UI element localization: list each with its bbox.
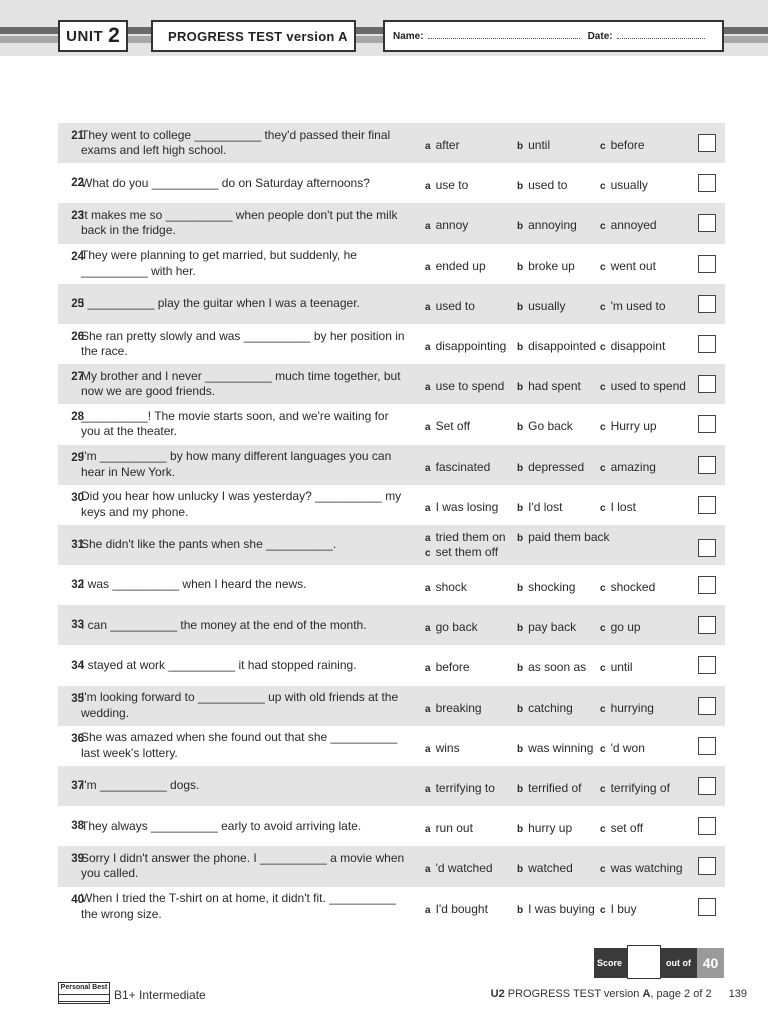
- question-row: [58, 284, 725, 324]
- option-a-text: wins: [435, 740, 460, 755]
- option-b[interactable]: [517, 500, 562, 514]
- answer-box[interactable]: [698, 496, 716, 514]
- option-b[interactable]: [517, 218, 577, 232]
- option-a-text: I was losing: [435, 499, 499, 514]
- option-b-text: Go back: [528, 419, 573, 434]
- option-letter: a: [425, 221, 431, 233]
- question-row: [58, 123, 725, 163]
- option-letter: b: [517, 301, 524, 313]
- question-text: I'm looking forward to __________ up with old friends at the wedding.: [81, 690, 399, 720]
- option-b[interactable]: [517, 781, 581, 795]
- option-a-text: shock: [435, 580, 467, 595]
- option-letter: c: [600, 462, 606, 474]
- option-letter: c: [600, 502, 606, 514]
- option-a-text: ended up: [435, 258, 486, 273]
- option-c-text: 'd won: [610, 740, 645, 755]
- option-letter: b: [517, 743, 524, 755]
- option-letter: b: [517, 181, 524, 193]
- option-a[interactable]: [425, 781, 495, 795]
- option-b-text: was winning: [528, 740, 594, 755]
- question-list: [58, 123, 725, 927]
- option-b-text: pay back: [528, 620, 577, 635]
- footer-page-info: [491, 988, 747, 1000]
- question-row: [58, 404, 725, 444]
- option-a[interactable]: [425, 299, 475, 313]
- option-a-text: run out: [435, 821, 473, 836]
- answer-box[interactable]: [698, 616, 716, 634]
- option-letter: a: [425, 301, 431, 313]
- option-letter: a: [425, 181, 431, 193]
- option-c[interactable]: [600, 460, 656, 474]
- option-b-text: hurry up: [528, 821, 573, 836]
- question-number: 32: [71, 579, 84, 592]
- option-letter: a: [425, 824, 431, 836]
- option-letter: c: [600, 904, 606, 916]
- option-letter: b: [517, 583, 524, 595]
- page-number: 139: [728, 988, 747, 1000]
- question-number: 30: [71, 491, 84, 504]
- question-text: __________! The movie starts soon, and we're waiting for you at the theater.: [81, 408, 389, 439]
- option-c[interactable]: [600, 500, 636, 514]
- option-letter: b: [517, 703, 524, 715]
- option-b-text: until: [528, 138, 551, 152]
- option-b[interactable]: [517, 861, 573, 875]
- score-box[interactable]: [627, 945, 661, 979]
- question-number: 36: [71, 732, 84, 745]
- option-letter: a: [425, 583, 431, 595]
- option-letter: a: [425, 703, 431, 715]
- question-row: [58, 726, 725, 766]
- option-b[interactable]: [517, 660, 586, 674]
- question-number: 31: [71, 538, 84, 551]
- option-a[interactable]: [425, 460, 490, 474]
- question-row: [58, 203, 725, 243]
- option-b[interactable]: [517, 620, 576, 634]
- option-b[interactable]: [517, 701, 573, 715]
- option-a-text: used to: [435, 298, 475, 313]
- option-a-text: after: [435, 138, 460, 152]
- question-row: [58, 485, 725, 525]
- option-b[interactable]: [517, 419, 573, 433]
- answer-box[interactable]: [698, 737, 716, 755]
- option-c-text: 'm used to: [610, 298, 666, 313]
- question-text: I stayed at work __________ it had stopped raining.: [81, 657, 357, 672]
- answer-box[interactable]: [698, 255, 716, 273]
- question-number: 26: [71, 330, 84, 343]
- option-letter: a: [425, 864, 431, 876]
- question-text: It makes me so __________ when people don't put the milk back in the fridge.: [81, 207, 398, 238]
- option-b-text: annoying: [528, 218, 577, 233]
- option-b-text: I was buying: [528, 901, 595, 916]
- option-letter: b: [517, 261, 524, 273]
- option-letter: b: [517, 663, 524, 675]
- question-text: I was __________ when I heard the news.: [81, 577, 307, 592]
- option-letter: c: [600, 623, 606, 635]
- test-title-box: [151, 20, 356, 52]
- option-letter: c: [600, 341, 606, 353]
- option-c-text: annoyed: [610, 218, 657, 233]
- option-letter: a: [425, 743, 431, 755]
- option-c[interactable]: [600, 741, 645, 755]
- option-letter: b: [517, 462, 524, 474]
- logo-lines: [59, 994, 109, 1002]
- option-b[interactable]: [517, 821, 572, 835]
- option-c[interactable]: [600, 620, 641, 634]
- option-letter: c: [600, 382, 606, 394]
- question-row: [58, 887, 725, 927]
- footer-unit-prefix: U2: [490, 988, 505, 1000]
- option-letter: b: [517, 532, 524, 544]
- option-c[interactable]: [425, 545, 498, 559]
- answer-box[interactable]: [698, 857, 716, 875]
- option-a[interactable]: [425, 821, 473, 835]
- option-letter: a: [425, 784, 431, 795]
- answer-box[interactable]: [698, 214, 716, 232]
- option-letter: c: [600, 301, 606, 313]
- question-row: [58, 605, 725, 645]
- option-c-text: before: [610, 138, 645, 152]
- option-letter: a: [425, 341, 431, 353]
- question-number: 35: [71, 692, 84, 705]
- option-b[interactable]: [517, 460, 584, 474]
- score-panel: [594, 948, 724, 978]
- option-letter: a: [425, 663, 431, 675]
- option-b[interactable]: [517, 741, 593, 755]
- question-text: They always __________ early to avoid arriving late.: [81, 818, 362, 833]
- option-c[interactable]: [600, 379, 686, 393]
- logo-text: Personal Best: [60, 984, 108, 991]
- option-c-text: usually: [610, 178, 648, 193]
- option-letter: c: [600, 141, 606, 152]
- question-text: My brother and I never __________ much time together, but now we are good friends.: [81, 368, 401, 399]
- option-c-text: went out: [610, 258, 656, 273]
- option-letter: c: [600, 784, 606, 795]
- question-row: [58, 645, 725, 685]
- answer-box[interactable]: [698, 375, 716, 393]
- footer-test-label: PROGRESS TEST version: [507, 988, 640, 1000]
- option-c[interactable]: [600, 339, 665, 353]
- option-a[interactable]: [425, 660, 470, 674]
- question-text: She ran pretty slowly and was __________ by her position in the race.: [81, 328, 405, 359]
- option-a-text: Set off: [435, 419, 471, 434]
- name-field[interactable]: [428, 34, 580, 39]
- question-number: 29: [71, 451, 84, 464]
- option-letter: c: [600, 261, 606, 273]
- question-row: [58, 364, 725, 404]
- option-c[interactable]: [600, 299, 666, 313]
- option-b-text: used to: [528, 178, 568, 193]
- option-letter: c: [600, 663, 606, 675]
- question-number: 34: [71, 659, 84, 672]
- option-a-text: breaking: [435, 700, 482, 715]
- option-b[interactable]: [517, 138, 550, 152]
- option-letter: b: [517, 422, 524, 434]
- question-text: She didn't like the pants when she __________.: [81, 537, 337, 552]
- question-row: [58, 806, 725, 846]
- option-letter: b: [517, 502, 524, 514]
- option-a[interactable]: [425, 902, 488, 916]
- option-c-text: set them off: [435, 544, 499, 559]
- option-c[interactable]: [600, 781, 670, 795]
- question-row: [58, 846, 725, 886]
- question-number: 33: [71, 619, 84, 632]
- option-letter: a: [425, 382, 431, 394]
- question-row: [58, 445, 725, 485]
- answer-box[interactable]: [698, 295, 716, 313]
- question-number: 38: [71, 820, 84, 833]
- option-a-text: tried them on: [435, 529, 506, 544]
- option-a-text: fascinated: [435, 459, 491, 474]
- option-b-text: usually: [528, 298, 566, 313]
- option-a[interactable]: [425, 500, 498, 514]
- option-b-text: depressed: [528, 459, 585, 474]
- question-number: 39: [71, 853, 84, 866]
- score-label: Score: [597, 958, 623, 968]
- option-letter: c: [600, 181, 606, 193]
- option-c-text: terrifying of: [610, 781, 670, 795]
- question-text: Sorry I didn't answer the phone. I __________ a movie when you called.: [81, 850, 405, 881]
- option-a[interactable]: [425, 741, 460, 755]
- option-a[interactable]: [425, 530, 506, 544]
- question-text: I can __________ the money at the end of the month.: [81, 617, 367, 632]
- option-b[interactable]: [517, 902, 595, 916]
- option-letter: b: [517, 904, 524, 916]
- option-c-text: go up: [610, 620, 641, 635]
- option-letter: c: [600, 221, 606, 233]
- answer-box[interactable]: [698, 134, 716, 152]
- option-b-text: catching: [528, 700, 573, 715]
- question-number: 40: [71, 893, 84, 906]
- option-c-text: shocked: [610, 580, 656, 595]
- option-b-text: disappointed: [528, 338, 597, 353]
- unit-label: UNIT: [66, 27, 104, 45]
- option-letter: a: [425, 623, 431, 635]
- option-a[interactable]: [425, 259, 486, 273]
- option-c[interactable]: [600, 419, 657, 433]
- option-c-text: amazing: [610, 459, 656, 474]
- footer-level: B1+ Intermediate: [114, 988, 206, 1002]
- option-letter: b: [517, 623, 524, 635]
- option-b[interactable]: [517, 580, 575, 594]
- question-number: 37: [71, 780, 84, 793]
- question-row: [58, 766, 725, 806]
- option-c[interactable]: [600, 218, 657, 232]
- option-a-text: before: [435, 660, 470, 675]
- option-letter: a: [425, 904, 431, 916]
- unit-label-box: [58, 20, 128, 52]
- option-c[interactable]: [600, 861, 683, 875]
- question-text: When I tried the T-shirt on at home, it didn't fit. __________ the wrong size.: [81, 891, 396, 921]
- option-letter: b: [517, 341, 524, 353]
- answer-box[interactable]: [698, 898, 716, 916]
- option-letter: c: [600, 743, 606, 755]
- option-a[interactable]: [425, 419, 470, 433]
- option-a-text: 'd watched: [435, 861, 493, 876]
- date-label: Date:: [587, 30, 613, 42]
- answer-box[interactable]: [698, 697, 716, 715]
- option-c-text: I buy: [610, 901, 637, 916]
- option-c-text: disappoint: [610, 338, 666, 353]
- score-out-of-label: out of: [666, 958, 691, 968]
- option-a-text: annoy: [435, 218, 469, 233]
- option-a-text: use to spend: [435, 379, 505, 394]
- option-c[interactable]: [600, 580, 655, 594]
- question-row: [58, 244, 725, 284]
- answer-box[interactable]: [698, 174, 716, 192]
- answer-box[interactable]: [698, 576, 716, 594]
- option-letter: c: [600, 703, 606, 715]
- option-a[interactable]: [425, 701, 482, 715]
- option-letter: a: [425, 141, 431, 152]
- option-a-text: terrifying to: [435, 781, 495, 795]
- option-letter: c: [425, 547, 431, 559]
- option-letter: a: [425, 462, 431, 474]
- option-a-text: disappointing: [435, 338, 507, 353]
- option-a[interactable]: [425, 218, 468, 232]
- question-number: 28: [71, 411, 84, 424]
- question-number: 21: [71, 130, 84, 142]
- question-row: [58, 163, 725, 203]
- publisher-logo: [58, 982, 110, 1004]
- option-c[interactable]: [600, 821, 643, 835]
- option-letter: a: [425, 502, 431, 514]
- option-a[interactable]: [425, 620, 478, 634]
- option-c-text: Hurry up: [610, 419, 657, 434]
- unit-number: 2: [108, 24, 120, 47]
- option-b-text: shocking: [528, 580, 576, 595]
- option-a[interactable]: [425, 861, 493, 875]
- option-b[interactable]: [517, 379, 581, 393]
- option-a[interactable]: [425, 339, 506, 353]
- option-c-text: was watching: [610, 861, 683, 876]
- option-a[interactable]: [425, 138, 460, 152]
- option-c-text: used to spend: [610, 379, 686, 394]
- question-number: 24: [71, 250, 84, 263]
- option-letter: a: [425, 261, 431, 273]
- answer-box[interactable]: [698, 335, 716, 353]
- answer-box[interactable]: [698, 817, 716, 835]
- footer-page-of: , page 2 of 2: [650, 988, 712, 1000]
- option-c[interactable]: [600, 259, 656, 273]
- option-b-text: watched: [528, 861, 573, 876]
- answer-box[interactable]: [698, 656, 716, 674]
- option-letter: c: [600, 824, 606, 836]
- option-letter: b: [517, 824, 524, 836]
- option-b-text: I'd lost: [528, 499, 563, 514]
- option-b-text: broke up: [528, 258, 575, 273]
- question-text: What do you __________ do on Saturday afternoons?: [81, 175, 370, 190]
- question-text: They went to college __________ they'd passed their final exams and left high school.: [81, 127, 391, 158]
- footer-version: A: [642, 988, 651, 1000]
- question-row: [58, 525, 725, 565]
- option-b[interactable]: [517, 530, 610, 544]
- score-total: 40: [697, 948, 724, 978]
- option-c-text: until: [610, 660, 633, 675]
- option-c[interactable]: [600, 660, 633, 674]
- option-b-text: terrified of: [528, 781, 582, 795]
- answer-box[interactable]: [698, 777, 716, 795]
- option-letter: c: [600, 583, 606, 595]
- option-a-text: I'd bought: [435, 901, 488, 916]
- answer-box[interactable]: [698, 456, 716, 474]
- option-a[interactable]: [425, 178, 468, 192]
- question-number: 27: [71, 371, 84, 384]
- option-a-text: use to: [435, 178, 469, 193]
- option-c[interactable]: [600, 902, 637, 916]
- question-number: 23: [71, 210, 84, 223]
- question-number: 25: [71, 297, 84, 310]
- option-a-text: go back: [435, 620, 478, 635]
- option-letter: b: [517, 864, 524, 876]
- question-text: I'm __________ by how many different languages you can hear in New York.: [81, 449, 392, 479]
- option-c[interactable]: [600, 178, 648, 192]
- question-row: [58, 565, 725, 605]
- name-date-box: [383, 20, 724, 52]
- option-letter: b: [517, 382, 524, 394]
- test-title: PROGRESS TEST version A: [168, 28, 348, 44]
- question-text: They were planning to get married, but suddenly, he __________ with her.: [81, 248, 357, 278]
- option-letter: a: [425, 532, 431, 544]
- question-row: [58, 686, 725, 726]
- option-b[interactable]: [517, 178, 567, 192]
- question-text: Did you hear how unlucky I was yesterday? __________ my keys and my phone.: [81, 489, 402, 519]
- option-b-text: as soon as: [528, 660, 587, 675]
- question-text: I'm __________ dogs.: [81, 778, 200, 793]
- option-b-text: had spent: [528, 379, 581, 394]
- question-number: 22: [71, 177, 84, 190]
- option-c-text: set off: [610, 821, 644, 836]
- option-b[interactable]: [517, 299, 565, 313]
- question-text: She was amazed when she found out that she __________ last week's lottery.: [81, 730, 398, 760]
- answer-box[interactable]: [698, 539, 716, 557]
- option-c[interactable]: [600, 138, 645, 152]
- option-c[interactable]: [600, 701, 654, 715]
- option-letter: a: [425, 422, 431, 434]
- question-text: I __________ play the guitar when I was a teenager.: [81, 296, 360, 311]
- option-letter: c: [600, 864, 606, 876]
- option-b[interactable]: [517, 339, 596, 353]
- question-row: [58, 324, 725, 364]
- name-label: Name:: [393, 30, 424, 42]
- option-c-text: I lost: [610, 499, 636, 514]
- option-b[interactable]: [517, 259, 575, 273]
- date-field[interactable]: [617, 34, 705, 39]
- option-letter: c: [600, 422, 606, 434]
- option-letter: b: [517, 784, 524, 795]
- option-a[interactable]: [425, 580, 467, 594]
- option-c-text: hurrying: [610, 700, 654, 715]
- option-a[interactable]: [425, 379, 504, 393]
- option-letter: b: [517, 141, 524, 152]
- answer-box[interactable]: [698, 415, 716, 433]
- option-letter: b: [517, 221, 524, 233]
- option-b-text: paid them back: [528, 529, 610, 544]
